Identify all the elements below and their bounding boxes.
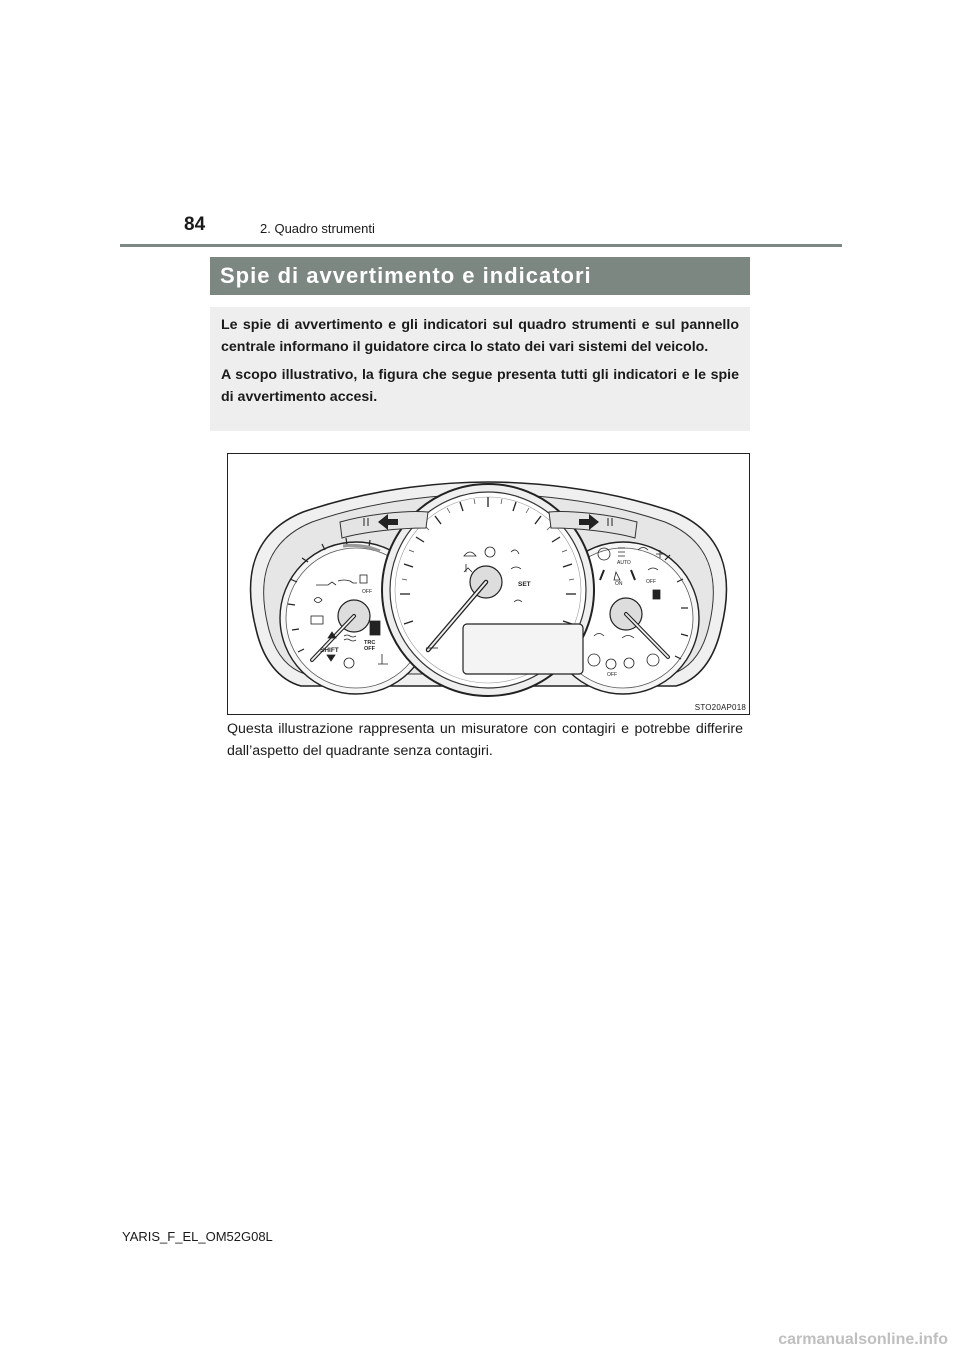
intro-paragraph: A scopo illustrativo, la figura che segue presenta tutti gli indicatori e le spie di avvertimento accesi. xyxy=(221,367,739,405)
intro-paragraph: Le spie di avvertimento e gli indicatori sul quadro strumenti e sul pannello centrale informano il guidatore circa lo stato dei vari sistemi del veicolo. xyxy=(221,317,739,355)
footer-code: YARIS_F_EL_OM52G08L xyxy=(122,1229,273,1244)
instrument-cluster-illustration xyxy=(228,454,749,714)
instrument-cluster-figure xyxy=(227,453,750,715)
trc-off-label: OFF xyxy=(364,646,375,652)
header-rule xyxy=(120,244,842,247)
page-number: 84 xyxy=(184,214,206,235)
figure-caption: Questa illustrazione rappresenta un misuratore con contagiri e potrebbe differire dall’aspetto del quadrante senza contagiri. xyxy=(227,721,743,759)
watermark: carmanualsonline.info xyxy=(778,1331,948,1348)
right-off-label: OFF xyxy=(646,579,656,585)
off-label: OFF xyxy=(362,589,372,595)
svg-text:OFF: OFF xyxy=(607,672,617,678)
page-title: Spie di avvertimento e indicatori xyxy=(210,257,750,295)
figure-code: STO20AP018 xyxy=(694,703,746,712)
intro-box xyxy=(210,307,750,431)
auto-label: AUTO xyxy=(617,560,631,566)
shift-label: SHIFT xyxy=(320,647,339,654)
svg-text:ON: ON xyxy=(615,581,623,587)
section-title: 2. Quadro strumenti xyxy=(260,221,375,236)
trc-label: TRC xyxy=(364,640,376,646)
set-label: SET xyxy=(518,581,531,588)
